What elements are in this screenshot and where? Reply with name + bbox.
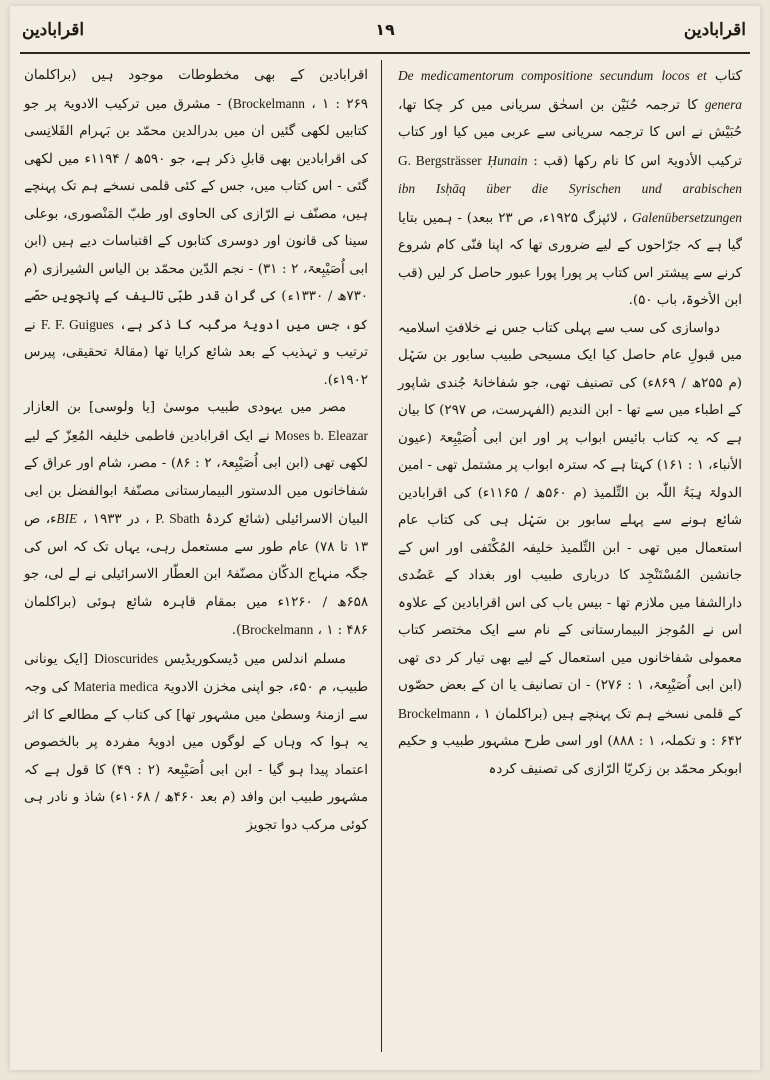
paragraph bbox=[24, 394, 368, 645]
paragraph bbox=[398, 315, 742, 784]
text-run: نے ترتیب و تہذیب کے بعد شائع کرایا تھا (مقالۂ تحقیقی، پیرس ۱۹۰۲ء). bbox=[24, 317, 368, 388]
latin-author: F. F. Guigues bbox=[40, 316, 114, 332]
right-column bbox=[398, 62, 742, 783]
text-run: مسلم اندلس میں ڈیسکوریڈیس bbox=[164, 651, 346, 667]
book-page bbox=[10, 6, 760, 1070]
page-header bbox=[10, 12, 760, 52]
paragraph bbox=[398, 62, 742, 315]
latin-author: Brockelmann bbox=[398, 705, 471, 721]
left-column bbox=[24, 62, 368, 839]
paragraph bbox=[24, 645, 368, 840]
text-run: دواسازی کی سب سے پہلی کتاب جس نے خلافتِ اسلامیہ میں قبولِ عام حاصل کیا ایک مسیحی طبیب سابور بن سَہْل (م ۲۵۵ھ / ۸۶۹ء) کی تصنیف تھی، جو شفاخانۂ جُندی شاپور کے اطباء میں سے تھا - ابن الندیم (الفہرست، ص ۲۹۷) کا بیان ہے کہ یہ کتاب بائیس ابواب پر اور ابن ابی اُصَیْبِعۃ (عیون الأنباء، ۱ : ۱۶۱) کہتا ہے کہ سترہ ابواب پر مشتمل تھی - امین الدولۃ ہِبَۃُ اللّٰہ بن التِّلمیذ (م ۵۶۰ھ / ۱۱۶۵ء) کی اقرابادین شائع ہونے سے پہلے سابور بن سَہْل ہی کی کتاب عام استعمال میں تھی - ابن التِّلمیذ خلیفہ المُکْتَفی اور اس کے جانشین المُسْتَنْجِد کا درباری طبیب اور بغداد کے عَضُدی دارالشفا میں ملازم تھا - بیس باب کی اس اقرابادین کے علاوہ اس نے المُوجز البیمارستانی کے نام سے ایک مختصر کتاب معمولی شفاخانوں میں استعمال کے لیے بھی تیار کر دی تھی (ابن ابی اُصَیْبِعۃ، ۱ : ۲۷۶) - ان تصانیف یا ان کے بعض حصّوں کے قلمی نسخے ہم تک پہنچے ہیں (براکلمان bbox=[397, 320, 743, 722]
latin-title: Ḥunain ibn Isḥāq über die Syrischen und arabischen Galenübersetzungen bbox=[398, 152, 742, 225]
latin-name: Dioscurides bbox=[94, 650, 159, 666]
latin-author: Brockelmann bbox=[232, 95, 305, 111]
latin-author: G. Bergsträsser bbox=[398, 152, 482, 168]
text-run: ، ۱ : ۶۴۲ و تکملہ، ۱ : ۸۸۸) اور اسی طرح مشہور طبیب و حکیم ابوبکر محمّد بن زکریّا الرّازی کی تصنیف کردہ bbox=[398, 706, 743, 777]
text-run: [ایک یونانی طبیب، م ۵۰ء، جو اپنی مخزن الادویۃ bbox=[24, 651, 368, 695]
text-run: کا ترجمہ حُنَیْن بن اسحٰق سریانی میں کر چکا تھا، حُبَیْش نے اس کا ترجمہ سریانی سے عربی میں کیا اور کتاب ترکیب الأدویۃ اس کا نام رکھا (قب : bbox=[398, 97, 742, 169]
latin-journal: BIE bbox=[56, 511, 78, 526]
text-run: ، ۱ : ۲۶۹) - مشرق میں ترکیب الادویۃ پر جو کتابیں لکھی گئیں ان میں بدرالدین محمّد بن بَہرام القَلانِسی کی اقرابادین بھی قابلِ ذکر ہے، جو ۵۹۰ھ / ۱۱۹۴ء میں لکھی گئی - اس کتاب میں، جس کے کئی قلمی نسخے ہم تک پہنچے ہیں، مصنّف نے الرّازی کی الحاوی اور طبّ المَنْصوری، بوعلی سینا کی قانون اور دوسری کتابوں کے اقتباسات دیے ہیں (ابن ابی اُصَیْبِعۃ، ۲ : ۳۱) - نجم الدّین محمّد بن الیاس الشیرازی (م ۷۳۰ھ / ۱۳۳۰ء) کی گران قدر طبّی تالیف کے پانچویں حصّے کو، جس میں ادویۂ مرکّبہ کا ذکر ہے، bbox=[24, 96, 369, 333]
latin-author: Brockelmann bbox=[241, 622, 314, 637]
paragraph bbox=[24, 62, 368, 394]
running-title-right: اقرابادین bbox=[683, 20, 746, 40]
latin-name: Moses b. Eleazar bbox=[274, 427, 368, 443]
column-divider bbox=[381, 60, 382, 1052]
text-run: ، ۱ : ۴۸۶). bbox=[231, 623, 368, 638]
text-run: کی وجہ سے ازمنۂ وسطیٰ میں مشہور تھا] کی کتاب کے مطالعے کا اثر یہ ہوا کہ وہاں کے لوگوں میں ادویۂ مفردہ پر بالخصوص اعتماد پیدا ہو گیا - ابن ابی اُصَیْبِعۃ (۲ : ۴۹) کا قول ہے کہ مشہور طبیب ابن وافد (م بعد ۴۶۰ھ / ۱۰۶۸ء) شاذ و نادر ہی کوئی مرکب دوا تجویز bbox=[24, 680, 368, 833]
latin-author: P. Sbath bbox=[155, 511, 200, 526]
running-title-left: اقرابادین bbox=[22, 20, 85, 40]
latin-title: De medicamentorum compositione secundum bbox=[398, 68, 654, 83]
text-run: اقرابادین کے بھی مخطوطات موجود ہیں (براکلمان bbox=[24, 68, 368, 83]
text-run: ، در bbox=[127, 512, 150, 527]
latin-title: locos et genera bbox=[661, 68, 742, 112]
text-run: کتاب bbox=[714, 69, 742, 84]
latin-title: Materia medica bbox=[73, 679, 159, 694]
text-run: ، ۱۹۳۳ء، ص ۱۳ تا ۷۸) عام طور سے مستعمل رہی، یہاں تک کہ اس کی جگہ منہاج الدکّان مصنّفۂ ابن العطّار الاسرائیلی نے لے لی، جو ۶۵۸ھ / ۱۲۶۰ء میں بمقام قاہرہ شائع ہوئی (براکلمان bbox=[24, 512, 369, 610]
text-run: مصر میں یہودی طبیب موسیٰ [یا ولوسی] بن العازار bbox=[24, 400, 346, 415]
header-rule bbox=[20, 52, 750, 54]
text-run: نے ایک اقرابادین فاطمی خلیفہ المُعِزّ کے لیے لکھی تھی (ابن ابی اُصَیْبِعۃ، ۲ : ۸۶) - مصر، شام اور عراق کے شفاخانوں میں الدستور البیمارستانی مصنّفۂ ابوالفضل بن ابی البیان الاسرائیلی (شائع کردۂ bbox=[24, 428, 368, 527]
text-run: ، لائپزگ ۱۹۲۵ء، ص ۲۳ ببعد) - ہمیں بتایا گیا ہے کہ جرّاحوں کے لیے ضروری تھا کہ اپنا فنّی کام شروع کرنے سے پیشتر اس کتاب پر پورا پورا عبور حاصل کر لیں (قب ابن الأخوۃ، باب ۵۰). bbox=[398, 210, 742, 308]
page-number: ۱۹ bbox=[375, 20, 395, 39]
